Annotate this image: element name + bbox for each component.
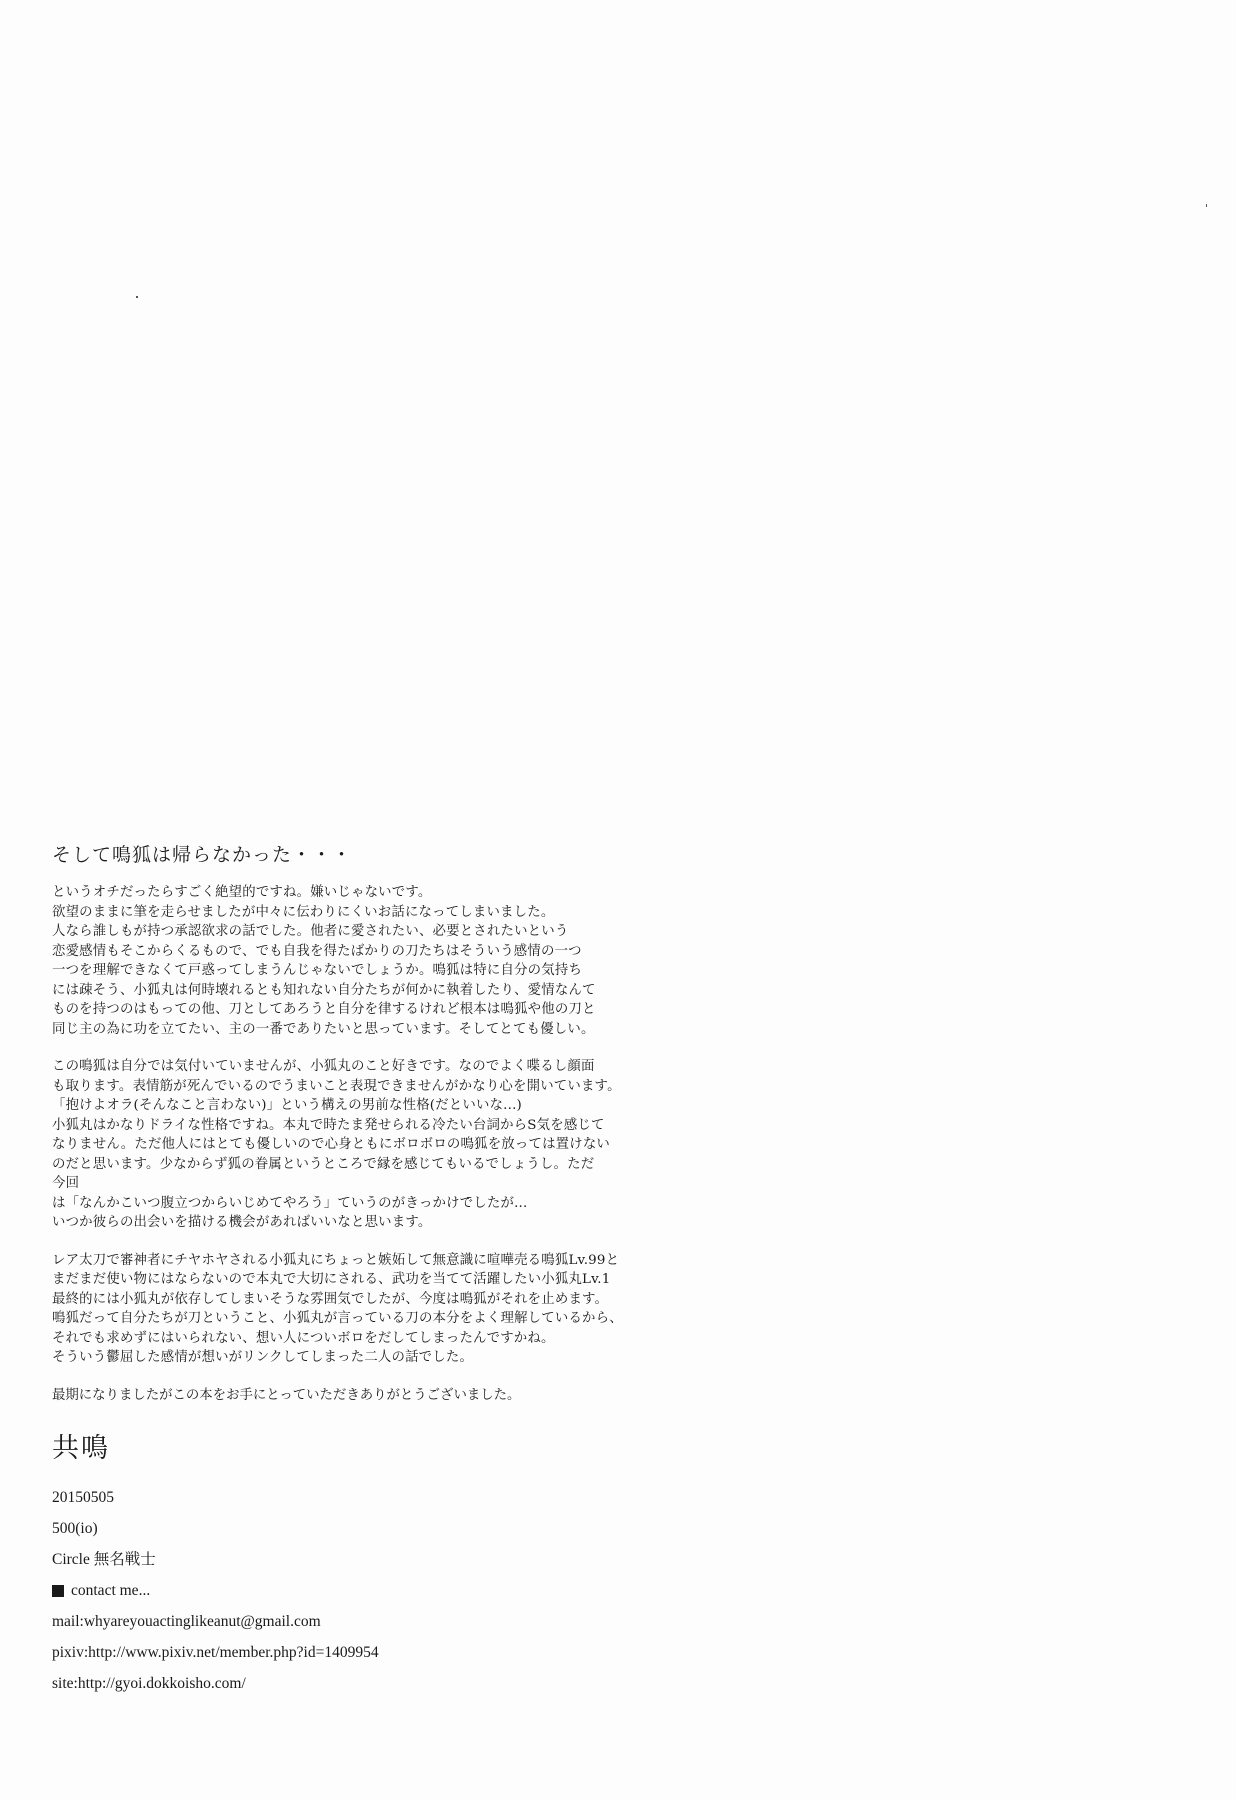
paper-speck [136, 296, 138, 298]
colophon [52, 1432, 612, 1705]
contact-pixiv: pixiv:http://www.pixiv.net/member.php?id=1409954 [52, 1644, 379, 1661]
afterword-paragraph-2 [52, 1057, 692, 1233]
text-line: には疎そう、小狐丸は何時壊れるとも知れない自分たちが何かに執着したり、愛情なんて [52, 982, 596, 998]
text-line: なりません。ただ他人にはとても優しいので心身ともにボロボロの鳴狐を放っては置けない [52, 1137, 611, 1152]
text-line: レア太刀で審神者にチヤホヤされる小狐丸にちょっと嫉妬して無意識に喧嘩売る鳴狐Lv.99と [52, 1252, 620, 1268]
book-title: 共鳴 [52, 1433, 110, 1464]
square-bullet-icon [52, 1585, 64, 1597]
text-line: 恋愛感情もそこからくるもので、でも自我を得たばかりの刀たちはそういう感情の一つ [52, 943, 582, 959]
text-line: 欲望のままに筆を走らせましたが中々に伝わりにくいお話になってしまいました。 [52, 904, 555, 920]
text-line: 今回 [52, 1176, 80, 1191]
text-line: 最終的には小狐丸が依存してしまいそうな雰囲気でしたが、今度は鳴狐がそれを止めます。 [52, 1291, 609, 1307]
text-line: ものを持つのはもっての他、刀としてあろうと自分を律するけれど根本は鳴狐や他の刀と [52, 1002, 596, 1017]
text-line: そういう鬱屈した感情が想いがリンクしてしまった二人の話でした。 [52, 1350, 474, 1365]
text-line: 「抱けよオラ(そんなこと言わない)」という構えの男前な性格(だといいな...) [52, 1098, 522, 1113]
closing-line: 最期になりましたがこの本をお手にとっていただきありがとうございました。 [52, 1387, 521, 1403]
contact-site: site:http://gyoi.dokkoisho.com/ [52, 1675, 246, 1692]
text-line: 人なら誰しもが持つ承認欲求の話でした。他者に愛されたい、必要とされたいという [52, 924, 569, 939]
afterword-paragraph-3 [52, 1251, 692, 1368]
paper-speck [1206, 204, 1207, 207]
text-line: この鳴狐は自分では気付いていませんが、小狐丸のこと好きです。なのでよく喋るし顔面 [52, 1059, 595, 1074]
text-line: 一つを理解できなくて戸惑ってしまうんじゃないでしょうか。鳴狐は特に自分の気持ち [52, 963, 583, 978]
afterword-paragraph-1 [52, 883, 692, 1039]
contact-label: contact me... [71, 1582, 151, 1599]
afterword [52, 840, 692, 1405]
text-line: は「なんかこいつ腹立つからいじめてやろう」ていうのがきっかけでしたが... [52, 1195, 528, 1211]
publication-date: 20150505 [52, 1489, 114, 1506]
text-line: 同じ主の為に功を立てたい、主の一番でありたいと思っています。そしてとても優しい。 [52, 1021, 595, 1037]
text-line: のだと思います。少なからず狐の眷属というところで縁を感じてもいるでしょうし。ただ [52, 1156, 595, 1172]
price: 500(io) [52, 1520, 98, 1537]
text-line: いつか彼らの出会いを描ける機会があればいいなと思います。 [52, 1215, 432, 1230]
text-line: まだまだ使い物にはならないので本丸で大切にされる、武功を当てて活躍したい小狐丸Lv.1 [52, 1272, 611, 1287]
text-line: 鳴狐だって自分たちが刀ということ、小狐丸が言っている刀の本分をよく理解しているから、 [52, 1311, 623, 1326]
contact-mail: mail:whyareyouactinglikeanut@gmail.com [52, 1613, 321, 1630]
afterword-heading: そして鳴狐は帰らなかった・・・ [52, 844, 353, 866]
text-line: 小狐丸はかなりドライな性格ですね。本丸で時たま発せられる冷たい台詞からS気を感じて [52, 1117, 605, 1133]
circle-name: Circle 無名戦士 [52, 1551, 156, 1568]
contact-heading [52, 1581, 612, 1601]
text-line: というオチだったらすごく絶望的ですね。嫌いじゃないです。 [52, 885, 432, 900]
text-line: それでも求めずにはいられない、想い人についボロをだしてしまったんですかね。 [52, 1330, 555, 1346]
text-line: も取ります。表情筋が死んでいるのでうまいこと表現できませんがかなり心を開いています。 [52, 1078, 621, 1094]
